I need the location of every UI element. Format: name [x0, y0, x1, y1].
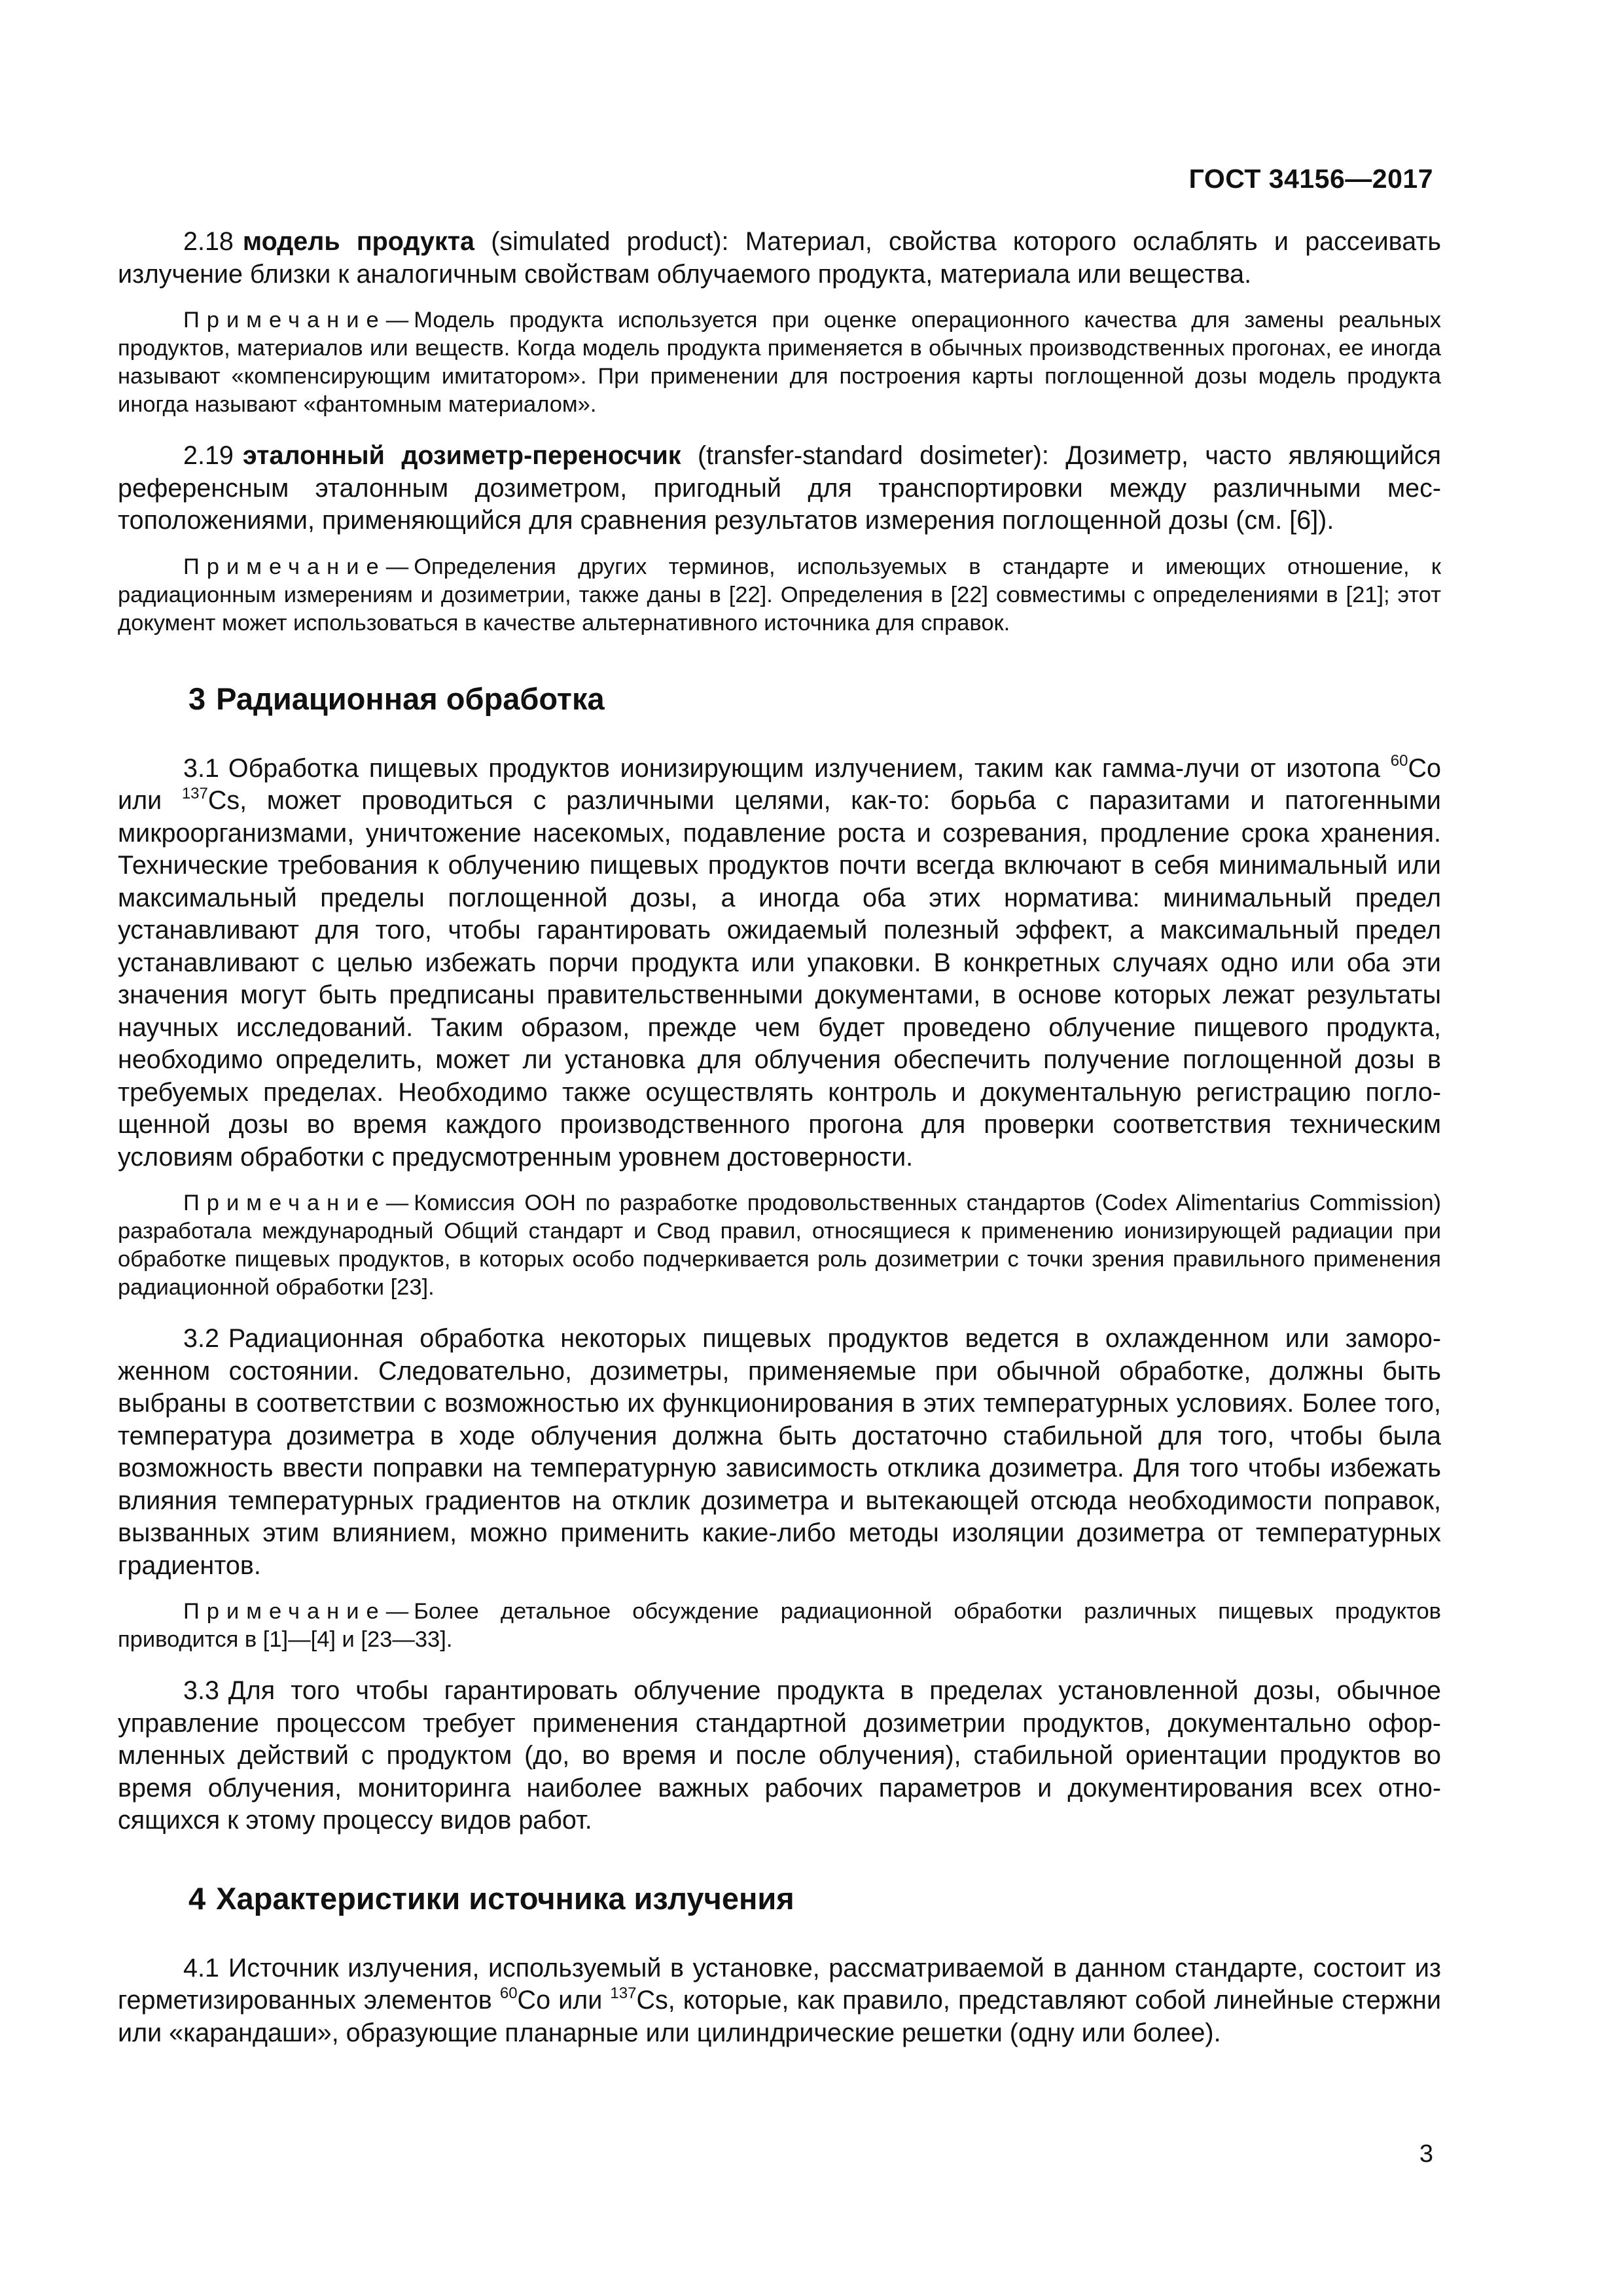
note-2: [118, 553, 1441, 637]
term-english: (simulated product):: [474, 227, 745, 256]
section-number: 4: [188, 1880, 206, 1916]
clause-3-3: [118, 1675, 1441, 1837]
standard-code-header: ГОСТ 34156—2017: [1188, 164, 1433, 194]
isotope-mass-number: 137: [610, 1984, 637, 2002]
section-4-heading: [188, 1879, 1441, 1918]
clause-text: Co или: [118, 753, 1441, 815]
section-title-text: Характеристики источника излучения: [216, 1880, 794, 1916]
section-title-text: Радиационная обработка: [216, 681, 605, 716]
term-english: (transfer-standard dosimeter):: [681, 441, 1066, 470]
clause-text: Материал, свойства которого ослаблять и рассеивать излучение близки к аналогичным свойствам облучаемого продукта, материала или вещества.: [118, 227, 1441, 289]
note-label: Примечание: [183, 1599, 386, 1624]
clause-text: Обработка пищевых продуктов ионизирующим излучением, таким как гамма-лучи от изотопа: [228, 753, 1391, 783]
note-4: [118, 1598, 1441, 1654]
clause-2-19: [118, 440, 1441, 537]
note-3: [118, 1189, 1441, 1302]
clause-number: 3.1: [183, 753, 219, 783]
clause-number: 2.19: [183, 441, 234, 470]
clause-3-1: [118, 753, 1441, 1174]
note-label: Примечание: [183, 308, 386, 332]
clause-text: Cs, может проводиться с различными целями, как-то: борьба с паразитами и патогенными микроорганизмами, уничтожение насекомых, подавление роста и созревания, продление срока хранения. Технические требования к облучению пищевых продуктов почти всегда включают в себя минимальный или максимальный пределы поглощенной дозы, а иногда оба этих норматива: минимальный предел устанавливают для того, чтобы гарантировать ожидаемый полезный эффект, а максимальный предел устанавливают с целью избежать порчи продукта или упаковки. В конкретных случаях одно или оба эти значения могут быть предписаны правительственными документами, в основе которых лежат результаты научных исследований. Таким образом, прежде чем будет проведено облучение пищевого продукта, необходимо определить, может ли установка для облучения обеспечить получение поглощенной дозы в требуемых пределах. Необходимо также осуществлять контроль и документальную регистрацию поглощенной дозы во время каждого производственного прогона для проверки соответствия техническим условиям обработки с предусмотренным уровнем достоверности.: [118, 786, 1441, 1172]
clause-number: 3.2: [183, 1324, 219, 1353]
clause-2-18: [118, 226, 1441, 291]
clause-number: 3.3: [183, 1676, 219, 1705]
section-3-heading: [188, 679, 1441, 719]
note-label: Примечание: [183, 554, 386, 579]
clause-text: Co или: [517, 1986, 611, 2015]
note-label: Примечание: [183, 1191, 386, 1215]
clause-4-1: [118, 1952, 1441, 2050]
note-dash: —: [385, 308, 409, 332]
isotope-mass-number: 60: [1390, 752, 1408, 770]
clause-3-2: [118, 1323, 1441, 1582]
clause-number: 4.1: [183, 1953, 219, 1982]
isotope-mass-number: 60: [499, 1984, 518, 2002]
clause-text: Источник излучения, используемый в установке, рассматриваемой в данном стандарте, состоит из герметизированных элементов: [118, 1953, 1441, 2015]
clause-text: Cs, которые, как правило, представляют собой линейные стержни или «карандаши», образующие планарные или цилиндрические решетки (одну или более).: [118, 1986, 1442, 2047]
clause-text: Для того чтобы гарантировать облучение продукта в пределах установленной дозы, обычное управление процессом требует применения стандартной дозиметрии продуктов, документально оформленных действий с продуктом (до, во время и после облучения), стабильной ориентации продуктов во время облучения, мониторинга наиболее важных рабочих параметров и документирования всех относящихся к этому процессу видов работ.: [118, 1676, 1441, 1835]
isotope-mass-number: 137: [181, 784, 208, 802]
clause-text: Дозиметр, часто являющийся референсным эталонным дозиметром, пригодный для транспортировки между различными местоположениями, применяющийся для сравнения результатов измерения поглощенной дозы (см. [6]).: [118, 441, 1441, 535]
section-number: 3: [188, 681, 206, 716]
note-dash: —: [385, 1191, 409, 1215]
note-text: Комиссия ООН по разработке продовольственных стандартов (Codex Alimentarius Commission) разработала международный Общий стандарт и Свод правил, относящиеся к применению ионизирующей радиации при обработке пищевых продуктов, в которых особо подчеркивается роль дозиметрии с точки зрения правильного применения радиационной обработки [23].: [118, 1191, 1441, 1300]
page-content: [118, 226, 1441, 2065]
note-text: Более детальное обсуждение радиационной обработки различных пищевых продуктов приводится в [1]—[4] и [23—33].: [118, 1599, 1441, 1652]
clause-text: Радиационная обработка некоторых пищевых продуктов ведется в охлажденном или замороженном состоянии. Следовательно, дозиметры, применяемые при обычной обработке, должны быть выбраны в соответствии с возможностью их функционирования в этих температурных условиях. Более того, температура дозиметра в ходе облучения должна быть достаточно стабильной для того, чтобы была возможность ввести поправки на температурную зависимость отклика дозиметра. Для того чтобы избежать влияния температурных градиентов на отклик дозиметра и вытекающей отсюда необходимости поправок, вызванных этим влиянием, можно применить какие-либо методы изоляции дозиметра от температурных градиентов.: [118, 1324, 1441, 1580]
note-text: Модель продукта используется при оценке операционного качества для замены реальных продуктов, материалов или веществ. Когда модель продукта применяется в обычных производственных прогонах, ее иногда называют «компенсирующим имитатором». При применении для построения карты поглощенной дозы модель продукта иногда называют «фантомным материалом».: [118, 308, 1441, 417]
note-dash: —: [385, 554, 409, 579]
clause-number: 2.18: [183, 227, 234, 256]
term-bold: эталонный дозиметр-переносчик: [242, 441, 681, 470]
note-1: [118, 306, 1441, 419]
page-number: 3: [1419, 2140, 1433, 2168]
note-dash: —: [385, 1599, 409, 1624]
note-text: Определения других терминов, используемых в стандарте и имеющих отношение, к радиационным измерениям и дозиметрии, также даны в [22]. Определения в [22] совместимы с определениями в [21]; этот документ может использоваться в качестве альтернативного источника для справок.: [118, 554, 1441, 636]
term-bold: модель продукта: [242, 227, 475, 256]
